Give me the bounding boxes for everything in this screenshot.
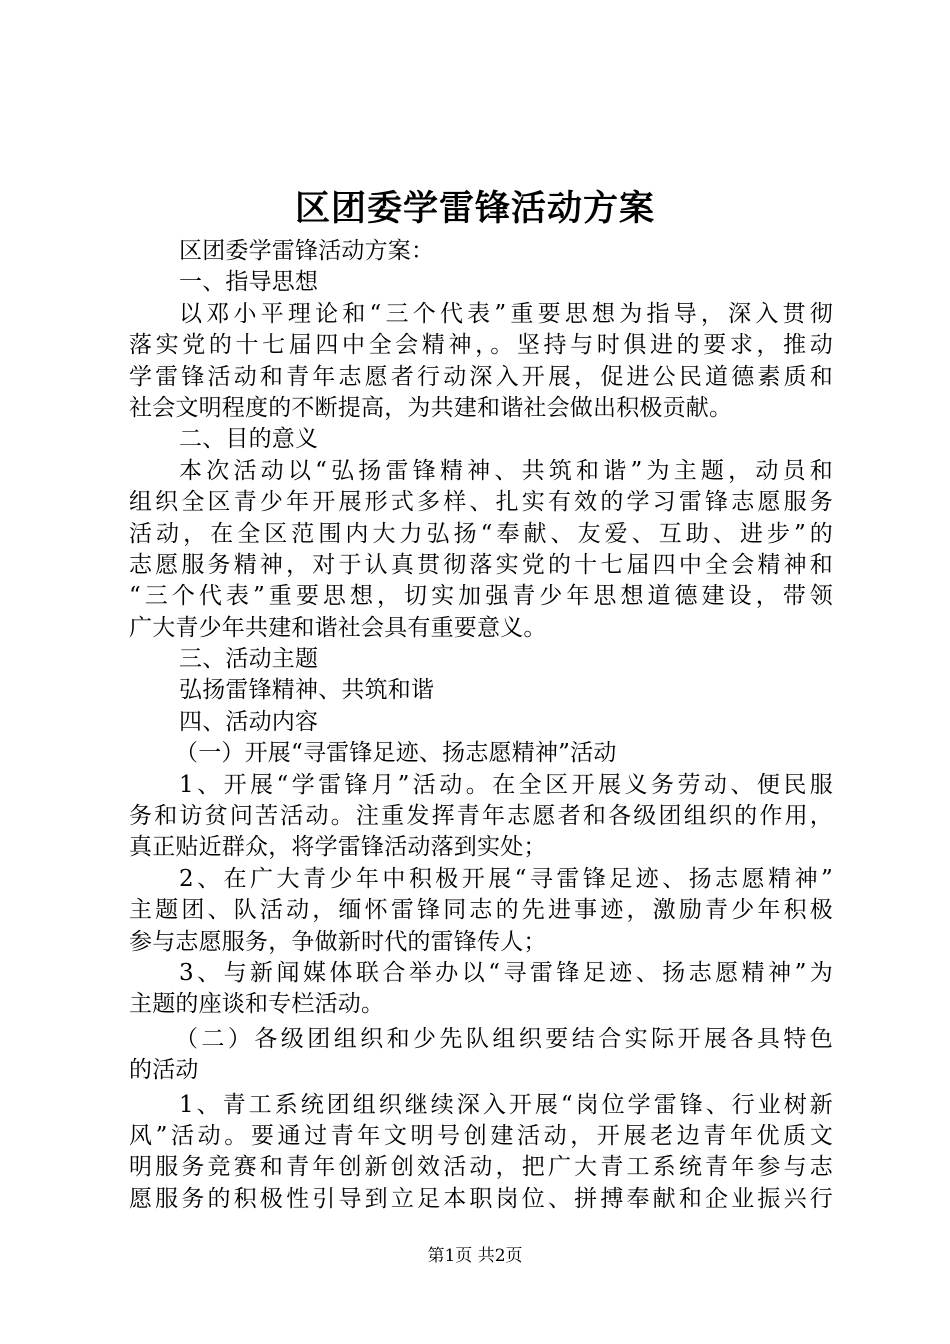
page-number: 第1页 共2页 [427,1246,523,1266]
paragraph-line: 明服务竞赛和青年创新创效活动，把广大青工系统青年参与志 [129,1154,833,1181]
paragraph-line: 学雷锋活动和青年志愿者行动深入开展，促进公民道德素质和 [129,363,833,390]
intro-line: 区团委学雷锋活动方案： [179,238,435,264]
paragraph-line: 主题团、队活动，缅怀雷锋同志的先进事迹，激励青少年积极 [129,897,833,924]
paragraph-line: 组织全区青少年开展形式多样、扎实有效的学习雷锋志愿服务 [129,489,833,516]
paragraph-line: 务和访贫问苦活动。注重发挥青年志愿者和各级团组织的作用， [129,803,833,830]
paragraph-line: 弘扬雷锋精神、共筑和谐 [179,677,435,704]
paragraph-line: 志愿服务精神，对于认真贯彻落实党的十七届四中全会精神和 [129,551,833,578]
paragraph-line: 风”活动。要通过青年文明号创建活动，开展老边青年优质文 [129,1122,833,1149]
paragraph-line: 主题的座谈和专栏活动。 [129,991,385,1018]
paragraph-line: 2、在广大青少年中积极开展“寻雷锋足迹、扬志愿精神” [179,865,833,892]
paragraph-line: 愿服务的积极性引导到立足本职岗位、拼搏奉献和企业振兴行 [129,1185,833,1212]
paragraph-line: 落实党的十七届四中全会精神，。坚持与时俱进的要求，推动 [129,332,833,359]
document-title: 区团委学雷锋活动方案 [294,188,655,229]
paragraph-line: 1、开展“学雷锋月”活动。在全区开展义务劳动、便民服 [179,771,833,798]
section-heading: 一、指导思想 [179,269,319,296]
subsection-heading: （二）各级团组织和少先队组织要结合实际开展各具特色 [175,1025,833,1052]
paragraph-line: 本次活动以“弘扬雷锋精神、共筑和谐”为主题，动员和 [179,457,833,484]
section-heading: 三、活动主题 [179,646,319,673]
section-heading: 四、活动内容 [179,708,319,735]
paragraph-line: 参与志愿服务，争做新时代的雷锋传人； [129,928,547,955]
paragraph-line: 活动，在全区范围内大力弘扬“奉献、友爱、互助、进步”的 [129,520,833,547]
paragraph-line: 真正贴近群众，将学雷锋活动落到实处； [129,834,547,861]
paragraph-line: 广大青少年共建和谐社会具有重要意义。 [129,614,547,641]
document-body [129,236,833,1215]
section-heading: 二、目的意义 [179,426,319,453]
paragraph-line: 1、青工系统团组织继续深入开展“岗位学雷锋、行业树新 [179,1091,833,1118]
paragraph-line: 以邓小平理论和“三个代表”重要思想为指导，深入贯彻 [179,300,833,327]
paragraph-line: 社会文明程度的不断提高，为共建和谐社会做出积极贡献。 [129,394,733,421]
subsection-heading: （一）开展“寻雷锋足迹、扬志愿精神”活动 [175,740,617,767]
paragraph-line: 的活动 [129,1057,199,1084]
paragraph-line: “三个代表”重要思想，切实加强青少年思想道德建设，带领 [129,583,833,610]
paragraph-line: 3、与新闻媒体联合举办以“寻雷锋足迹、扬志愿精神”为 [179,959,833,986]
